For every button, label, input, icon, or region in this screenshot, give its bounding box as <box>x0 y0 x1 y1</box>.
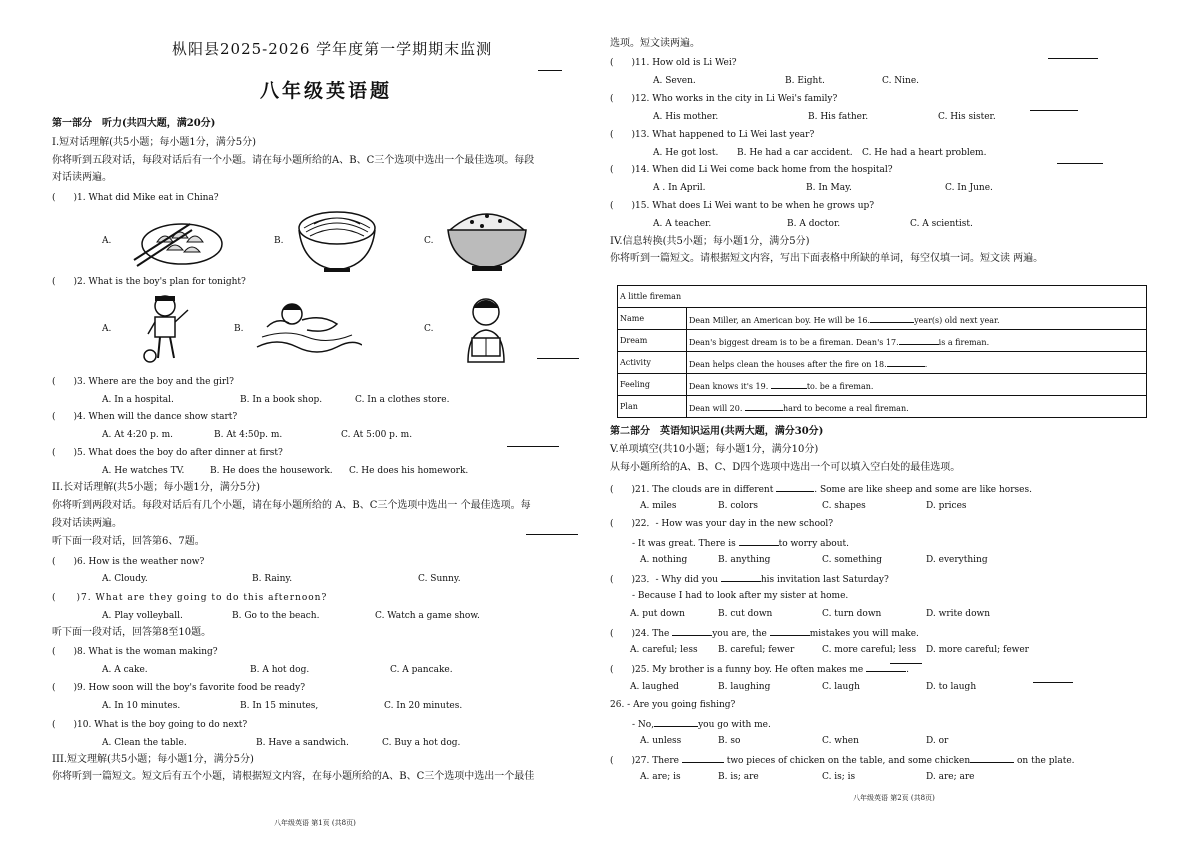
question-23-reply: - Because I had to look after my sister at home. <box>632 591 849 601</box>
q23-option-c: C. turn down <box>822 609 882 619</box>
q22-option-c: C. something <box>822 555 883 565</box>
question-2: ( )2. What is the boy's plan for tonight? <box>52 277 246 287</box>
q3-option-a: A. In a hospital. <box>102 395 174 405</box>
q27-option-c: C. is; is <box>822 772 856 782</box>
q23-option-b: B. cut down <box>718 609 773 619</box>
q21-option-b: B. colors <box>718 501 759 511</box>
q24-option-b: B. careful; fewer <box>718 645 795 655</box>
section3-title: III.短文理解(共5小题；每小题1分，满分5分) <box>52 754 254 765</box>
q11-option-a: A. Seven. <box>653 76 696 86</box>
q7-option-b: B. Go to the beach. <box>232 611 320 621</box>
row-value: Dean helps clean the houses after the fire on 18. . <box>687 352 1147 374</box>
q13-option-a: A. He got lost. <box>653 148 719 158</box>
q11-option-c: C. Nine. <box>882 76 920 86</box>
section2-sub2: 听下面一段对话，回答第8至10题。 <box>52 627 212 638</box>
q24-option-a: A. careful; less <box>630 645 698 655</box>
q24-option-d: D. more careful; fewer <box>926 645 1029 655</box>
q10-option-b: B. Have a sandwich. <box>256 738 349 748</box>
pic-label-a-2: A. <box>102 324 112 334</box>
row-key: Name <box>618 308 687 330</box>
q14-option-a: A . In April. <box>653 183 706 193</box>
table-row <box>618 352 1147 374</box>
q27-option-a: A. are; is <box>640 772 681 782</box>
q22-option-b: B. anything <box>718 555 771 565</box>
pic-label-a: A. <box>102 236 112 246</box>
pic-label-b-2: B. <box>234 324 244 334</box>
q26-option-d: D. or <box>926 736 949 746</box>
noodles-image <box>292 204 382 274</box>
table-row <box>618 308 1147 330</box>
pic-label-c: C. <box>424 236 434 246</box>
q26-option-b: B. so <box>718 736 741 746</box>
question-13: ( )13. What happened to Li Wei last year? <box>610 130 815 140</box>
pic-label-c-2: C. <box>424 324 434 334</box>
q13-option-b: B. He had a car accident. <box>737 148 853 158</box>
section4-instruction: 你将听到一篇短文。请根据短文内容，写出下面表格中所缺的单词，每空仅填一词。短文读 两遍。 <box>610 253 1044 264</box>
row-key: Plan <box>618 396 687 418</box>
question-9: ( )9. How soon will the boy's favorite food be ready? <box>52 683 306 693</box>
q14-option-b: B. In May. <box>806 183 852 193</box>
question-4: ( )4. When will the dance show start? <box>52 412 238 422</box>
section5-instruction: 从每小题所给的A、B、C、D四个选项中选出一个可以填入空白处的最佳选项。 <box>610 462 961 473</box>
q6-option-b: B. Rainy. <box>252 574 293 584</box>
table-row <box>618 396 1147 418</box>
answer-blank-21[interactable] <box>776 482 814 492</box>
section3-instruction-cont: 选项。短文读两遍。 <box>610 38 700 49</box>
q15-option-a: A. A teacher. <box>653 219 712 229</box>
question-21: ( )21. The clouds are in different . Some are like sheep and some are like horses. <box>610 482 1032 496</box>
score-line <box>1048 58 1098 59</box>
q11-option-b: B. Eight. <box>785 76 825 86</box>
answer-blank-19[interactable] <box>771 379 807 389</box>
q9-option-c: C. In 20 minutes. <box>384 701 463 711</box>
section1-title: I.短对话理解(共5小题；每小题1分，满分5分) <box>52 137 257 148</box>
q21-option-a: A. miles <box>640 501 677 511</box>
q25-option-d: D. to laugh <box>926 682 977 692</box>
question-5: ( )5. What does the boy do after dinner at first? <box>52 448 283 458</box>
answer-blank-17[interactable] <box>899 335 939 345</box>
q6-option-a: A. Cloudy. <box>102 574 148 584</box>
q7-option-c: C. Watch a game show. <box>375 611 480 621</box>
q8-option-c: C. A pancake. <box>390 665 453 675</box>
football-boy-image <box>140 292 200 367</box>
row-value: Dean's biggest dream is to be a fireman. Dean's 17. is a fireman. <box>687 330 1147 352</box>
info-table <box>617 285 1147 418</box>
q23-option-d: D. write down <box>926 609 990 619</box>
q8-option-b: B. A hot dog. <box>250 665 310 675</box>
row-key: Dream <box>618 330 687 352</box>
pic-label-b: B. <box>274 236 284 246</box>
q14-option-c: C. In June. <box>945 183 993 193</box>
question-8: ( )8. What is the woman making? <box>52 647 218 657</box>
q10-option-a: A. Clean the table. <box>102 738 187 748</box>
row-value: Dean will 20. hard to become a real fireman. <box>687 396 1147 418</box>
row-value: Dean Miller, an American boy. He will be 16. year(s) old next year. <box>687 308 1147 330</box>
q4-option-a: A. At 4:20 p. m. <box>102 430 173 440</box>
q4-option-c: C. At 5:00 p. m. <box>341 430 413 440</box>
question-12: ( )12. Who works in the city in Li Wei's family? <box>610 94 838 104</box>
answer-blank-18[interactable] <box>887 357 925 367</box>
q7-option-a: A. Play volleyball. <box>102 611 183 621</box>
q5-option-c: C. He does his homework. <box>349 466 469 476</box>
question-26: 26. - Are you going fishing? <box>610 700 736 710</box>
question-15: ( )15. What does Li Wei want to be when he grows up? <box>610 201 875 211</box>
exam-title: 枞阳县2025-2026 学年度第一学期期末监测 <box>172 40 493 58</box>
q13-option-c: C. He had a heart problem. <box>862 148 987 158</box>
question-22-reply: - It was great. There is to worry about. <box>632 536 849 550</box>
q25-option-c: C. laugh <box>822 682 860 692</box>
section2-sub1: 听下面一段对话，回答第6、7题。 <box>52 536 205 547</box>
row-key: Feeling <box>618 374 687 396</box>
q12-option-a: A. His mother. <box>653 112 719 122</box>
q5-option-b: B. He does the housework. <box>210 466 333 476</box>
q15-option-b: B. A doctor. <box>787 219 841 229</box>
right-column <box>610 0 1150 848</box>
answer-blank-26[interactable] <box>654 717 698 727</box>
q8-option-a: A. A cake. <box>102 665 148 675</box>
score-line <box>537 358 579 359</box>
q25-option-a: A. laughed <box>630 682 679 692</box>
q27-option-b: B. is; are <box>718 772 759 782</box>
question-6: ( )6. How is the weather now? <box>52 557 205 567</box>
question-27: ( )27. There two pieces of chicken on the table, and some chicken on the plate. <box>610 753 1075 767</box>
score-line <box>538 70 562 71</box>
q21-option-d: D. prices <box>926 501 967 511</box>
q27-option-d: D. are; are <box>926 772 975 782</box>
question-26-reply: - No, you go with me. <box>632 717 771 731</box>
table-row <box>618 374 1147 396</box>
q26-option-a: A. unless <box>640 736 682 746</box>
left-column <box>52 0 602 848</box>
table-row <box>618 330 1147 352</box>
row-value: Dean knows it's 19. to. be a fireman. <box>687 374 1147 396</box>
q12-option-c: C. His sister. <box>938 112 996 122</box>
score-line <box>526 534 578 535</box>
question-22: ( )22．- How was your day in the new school? <box>610 519 834 529</box>
q10-option-c: C. Buy a hot dog. <box>382 738 461 748</box>
table-title-row <box>618 286 1147 308</box>
q4-option-b: B. At 4:50p. m. <box>214 430 283 440</box>
question-14: ( )14. When did Li Wei come back home from the hospital? <box>610 165 893 175</box>
answer-blank-24b[interactable] <box>770 626 810 636</box>
section3-instruction: 你将听到一篇短文。短文后有五个小题，请根据短文内容，在每小题所给的A、B、C三个选项中选出一个最佳 <box>52 771 535 782</box>
question-7: ( )7. What are they going to do this afternoon? <box>52 593 328 603</box>
swimming-image <box>252 292 362 367</box>
answer-blank-23[interactable] <box>721 572 761 582</box>
score-line <box>1057 163 1103 164</box>
answer-blank-27a[interactable] <box>682 753 724 763</box>
part2-heading: 第二部分 英语知识运用(共两大题，满分30分) <box>610 426 824 437</box>
section4-title: IV.信息转换(共5小题；每小题1分，满分5分) <box>610 236 810 247</box>
q9-option-a: A. In 10 minutes. <box>102 701 181 711</box>
section5-title: V.单项填空(共10小题；每小题1分，满分10分) <box>610 444 819 455</box>
q3-option-c: C. In a clothes store. <box>355 395 450 405</box>
answer-blank-20[interactable] <box>745 401 783 411</box>
q22-option-d: D. everything <box>926 555 988 565</box>
answer-blank-22[interactable] <box>739 536 779 546</box>
answer-blank-24a[interactable] <box>672 626 712 636</box>
score-line <box>507 446 559 447</box>
score-line <box>1033 682 1073 683</box>
section2-title: II.长对话理解(共5小题；每小题1分，满分5分) <box>52 482 260 493</box>
section2-instruction-cont: 段对话读两遍。 <box>52 518 122 529</box>
rice-image <box>442 204 532 274</box>
footer-left: 八年级英语 第1页 (共8页) <box>274 819 356 827</box>
q25-option-b: B. laughing <box>718 682 771 692</box>
part1-heading: 第一部分 听力(共四大题，满20分) <box>52 118 216 129</box>
footer-right: 八年级英语 第2页 (共8页) <box>853 794 935 802</box>
q24-option-c: C. more careful; less <box>822 645 917 655</box>
reading-boy-image <box>456 292 518 367</box>
row-key: Activity <box>618 352 687 374</box>
question-1: ( )1. What did Mike eat in China? <box>52 193 219 203</box>
question-10: ( )10. What is the boy going to do next? <box>52 720 248 730</box>
question-11: ( )11. How old is Li Wei? <box>610 58 737 68</box>
question-25: ( )25. My brother is a funny boy. He often makes me . <box>610 662 909 676</box>
q26-option-c: C. when <box>822 736 859 746</box>
section1-instruction: 你将听到五段对话，每段对话后有一个小题。请在每小题所给的A、B、C三个选项中选出一个最佳选项。每段 <box>52 155 535 166</box>
q3-option-b: B. In a book shop. <box>240 395 323 405</box>
q12-option-b: B. His father. <box>808 112 869 122</box>
answer-blank-27b[interactable] <box>970 753 1014 763</box>
q21-option-c: C. shapes <box>822 501 866 511</box>
answer-blank-25[interactable] <box>866 662 906 672</box>
question-23: ( )23．- Why did you his invitation last Saturday? <box>610 572 889 586</box>
table-title: A little fireman <box>618 286 1147 308</box>
section2-instruction: 你将听到两段对话。每段对话后有几个小题，请在每小题所给的 A、B、C三个选项中选出一 个最佳选项。每 <box>52 500 531 511</box>
section1-instruction-cont: 对话读两遍。 <box>52 172 112 183</box>
answer-blank-16[interactable] <box>870 313 914 323</box>
q22-option-a: A. nothing <box>640 555 688 565</box>
q9-option-b: B. In 15 minutes, <box>240 701 319 711</box>
score-line <box>1030 110 1078 111</box>
q15-option-c: C. A scientist. <box>910 219 973 229</box>
question-3: ( )3. Where are the boy and the girl? <box>52 377 234 387</box>
q5-option-a: A. He watches TV. <box>102 466 185 476</box>
exam-subtitle: 八年级英语题 <box>260 80 393 102</box>
dumplings-image <box>132 202 227 272</box>
question-24: ( )24. The you are, the mistakes you will make. <box>610 626 919 640</box>
q23-option-a: A. put down <box>630 609 685 619</box>
q6-option-c: C. Sunny. <box>418 574 461 584</box>
